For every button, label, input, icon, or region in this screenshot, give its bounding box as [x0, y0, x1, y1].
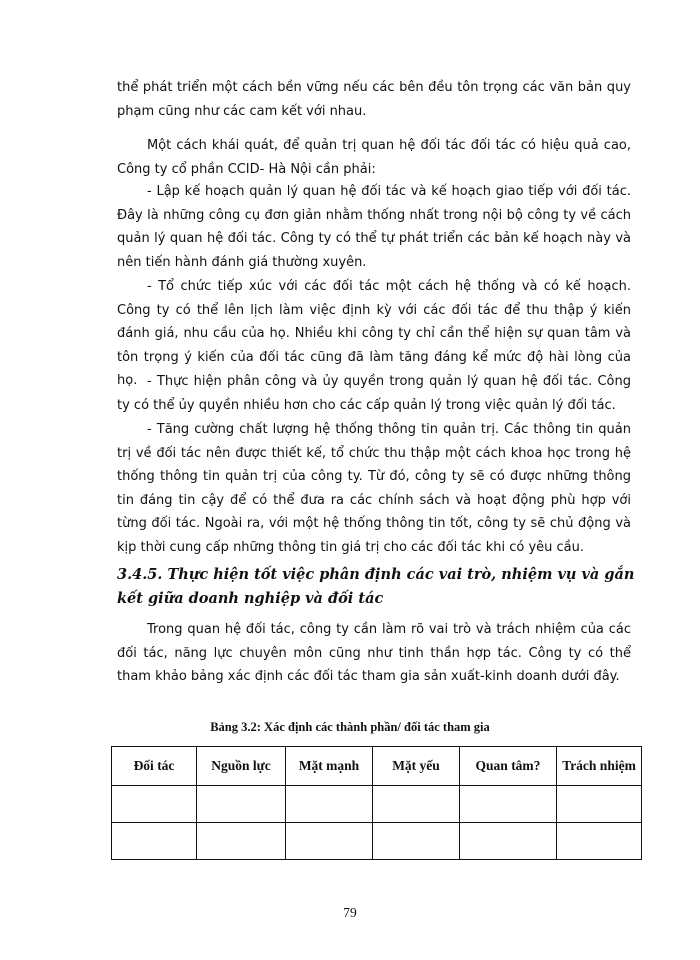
column-header-strengths: Mặt mạnh: [286, 747, 373, 786]
section-heading: 3.4.5. Thực hiện tốt việc phân định các vai trò, nhiệm vụ và gắn kết giữa doanh nghiệp và đối tác: [117, 566, 635, 607]
paragraph-text: - Tăng cường chất lượng hệ thống thông tin quản trị. Các thông tin quản trị về đối tác nên được thiết kế, tổ chức thu thập một cách khoa học trong hệ thống thông tin quản trị của công ty. Từ đó, công ty sẽ có được những thông tin đáng tin cậy để có thể đưa ra các chính sách và hoạt động phù hợp với từng đối tác. Ngoài ra, với một hệ thống thông tin tốt, công ty sẽ chủ động và kịp thời cung cấp những thông tin giá trị cho các đối tác khi có yêu cầu.: [117, 422, 631, 555]
table-cell: [373, 786, 460, 823]
column-header-weaknesses: Mặt yếu: [373, 747, 460, 786]
paragraph-text: - Lập kế hoạch quản lý quan hệ đối tác và kế hoạch giao tiếp với đối tác. Đây là những công cụ đơn giản nhằm thống nhất trong nội bộ công ty về cách quản lý quan hệ đối tác. Công ty có thể tự phát triển các bản kế hoạch này và nên tiến hành đánh giá thường xuyên.: [117, 184, 631, 270]
paragraph-bullet-delegation: [117, 370, 631, 417]
paragraph-text: - Tổ chức tiếp xúc với các đối tác một cách hệ thống và có kế hoạch. Công ty có thể lên lịch làm việc định kỳ với các đối tác để thu thập ý kiến đánh giá, nhu cầu của họ. Nhiều khi công ty chỉ cần thể hiện sự quan tâm và tôn trọng ý kiến của đối tác cũng đã làm tăng đáng kể mức độ hài lòng của họ.: [117, 279, 631, 388]
table-caption: Bảng 3.2: Xác định các thành phần/ đối tác tham gia: [210, 720, 490, 734]
paragraph-bullet-planning: [117, 180, 631, 274]
table-cell: [286, 786, 373, 823]
table-row: [112, 823, 642, 860]
table-cell: [460, 786, 557, 823]
column-header-interests: Quan tâm?: [460, 747, 557, 786]
paragraph-text: Một cách khái quát, để quản trị quan hệ đối tác đối tác có hiệu quả cao, Công ty cổ phần CCID- Hà Nội cần phải:: [117, 138, 631, 177]
paragraph-text: thể phát triển một cách bền vững nếu các bên đều tôn trọng các văn bản quy phạm cũng như các cam kết với nhau.: [117, 80, 631, 119]
table-cell: [286, 823, 373, 860]
paragraph-bullet-information: [117, 418, 631, 559]
table-row: [112, 786, 642, 823]
table-header-row: [112, 747, 642, 786]
column-header-resources: Nguồn lực: [197, 747, 286, 786]
table-cell: [197, 823, 286, 860]
paragraph-text: - Thực hiện phân công và ủy quyền trong quản lý quan hệ đối tác. Công ty có thể ủy quyền nhiều hơn cho các cấp quản lý trong việc quản lý đối tác.: [117, 374, 631, 413]
table-cell: [557, 823, 642, 860]
table-cell: [460, 823, 557, 860]
paragraph-text: Trong quan hệ đối tác, công ty cần làm rõ vai trò và trách nhiệm của các đối tác, năng lực chuyên môn cũng như tinh thần hợp tác. Công ty có thể tham khảo bảng xác định các đối tác tham gia sản xuất-kinh doanh dưới đây.: [117, 622, 631, 684]
table-cell: [557, 786, 642, 823]
table-cell: [197, 786, 286, 823]
paragraph-roles: [117, 618, 631, 689]
column-header-responsibilities: Trách nhiệm: [557, 747, 642, 786]
paragraph-continuation: [117, 76, 631, 123]
column-header-partner: Đối tác: [112, 747, 197, 786]
table-cell: [373, 823, 460, 860]
paragraph-overview: [117, 134, 631, 181]
page-number: 79: [343, 905, 357, 920]
table-cell: [112, 786, 197, 823]
partners-table: [111, 746, 642, 860]
table-cell: [112, 823, 197, 860]
